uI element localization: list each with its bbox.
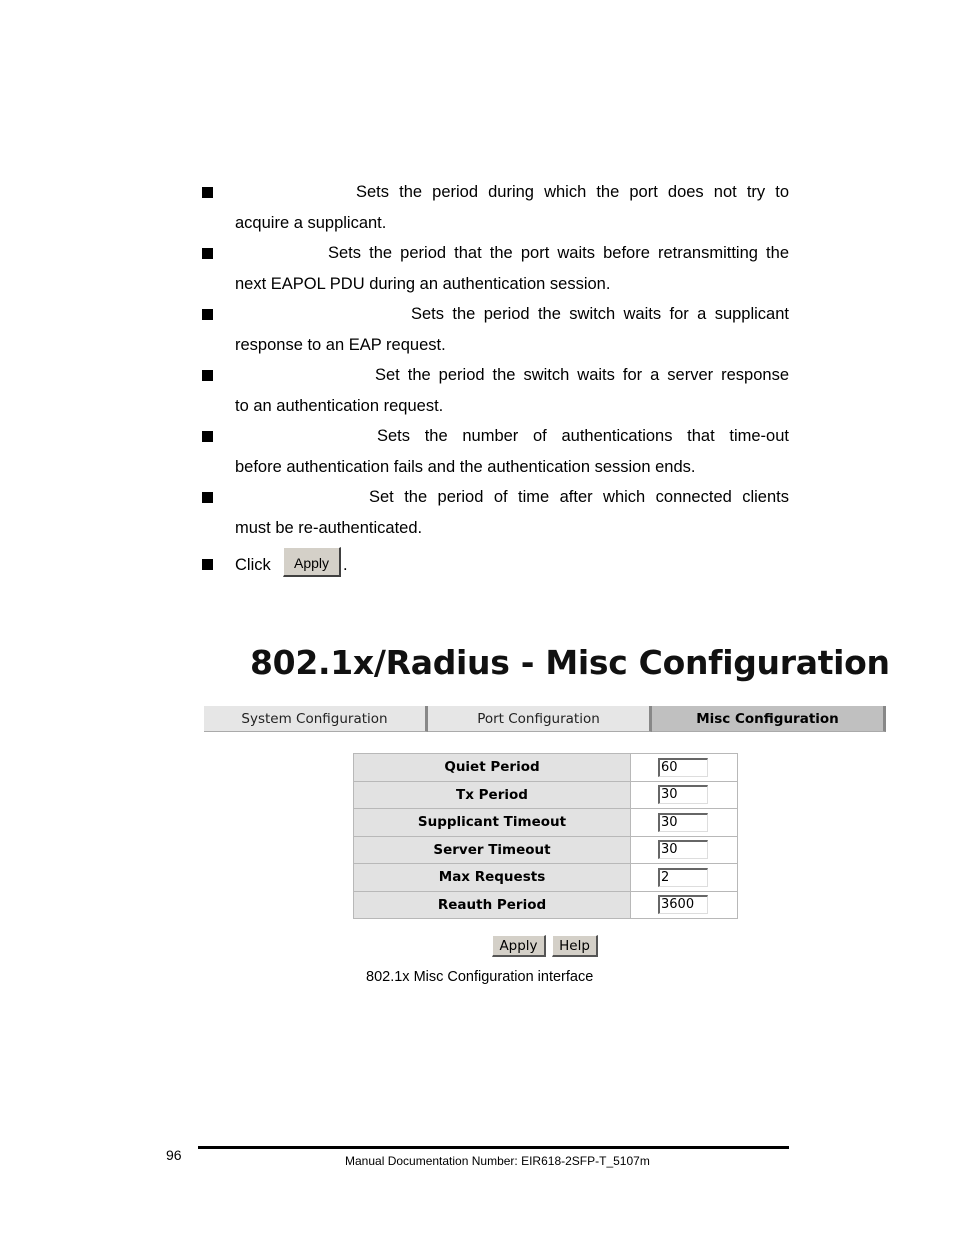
server-timeout-label: Server Timeout [354,836,631,864]
tab-misc-configuration[interactable]: Misc Configuration [652,706,886,732]
help-button[interactable]: Help [552,935,598,957]
bullet-quiet-period [200,177,789,238]
quiet-period-input[interactable]: 60 [658,758,708,777]
reauth-period-input[interactable]: 3600 [658,895,708,914]
table-row [354,754,738,782]
table-row [354,781,738,809]
figure-title: 802.1x/Radius - Misc Configuration [250,643,890,682]
bullet-continuation: to an authentication request. [235,396,444,415]
bullet-continuation: response to an EAP request. [235,335,446,354]
bullet-square-icon [202,431,213,442]
max-requests-input[interactable]: 2 [658,868,708,887]
figure-caption: 802.1x Misc Configuration interface [366,969,594,985]
bullet-continuation: must be re-authenticated. [235,518,423,537]
bullet-supplicant-timeout [200,299,789,360]
table-row [354,864,738,892]
page-number: 96 [166,1147,182,1163]
bullet-line: Sets the period that the port waits before retransmitting the [328,244,789,262]
bullet-line: Sets the number of authentications that time-out [377,427,789,445]
bullet-square-icon [202,309,213,320]
max-requests-label: Max Requests [354,864,631,892]
supplicant-timeout-label: Supplicant Timeout [354,809,631,837]
apply-button[interactable]: Apply [492,935,546,957]
bullet-line: Sets the period during which the port does not try to [356,183,789,201]
table-row [354,891,738,919]
doc-number: Manual Documentation Number: EIR618-2SFP-T_5107m [345,1154,650,1168]
supplicant-timeout-input[interactable]: 30 [658,813,708,832]
bullet-square-icon [202,370,213,381]
table-row [354,809,738,837]
bullet-server-timeout [200,360,789,421]
bullet-reauth-period [200,482,789,543]
bullet-square-icon [202,248,213,259]
bullet-continuation: next EAPOL PDU during an authentication session. [235,274,611,293]
table-row [354,836,738,864]
bullet-square-icon [202,559,213,570]
period-text: . [343,556,348,574]
bullet-max-requests [200,421,789,482]
tx-period-label: Tx Period [354,781,631,809]
bullet-tx-period [200,238,789,299]
tab-bar [204,706,886,732]
quiet-period-label: Quiet Period [354,754,631,782]
misc-config-table [353,753,738,919]
bullet-list [200,177,789,585]
tab-port-configuration[interactable]: Port Configuration [428,706,652,732]
bullet-square-icon [202,492,213,503]
tx-period-input[interactable]: 30 [658,785,708,804]
bullet-square-icon [202,187,213,198]
bullet-line: Set the period the switch waits for a server response [375,366,789,384]
apply-button-image: Apply [283,547,341,577]
footer-divider [198,1146,789,1149]
bullet-click-apply [200,547,789,585]
bullet-line: Sets the period the switch waits for a supplicant [411,305,789,323]
bullet-continuation: acquire a supplicant. [235,213,387,232]
bullet-line: Set the period of time after which connected clients [369,488,789,506]
bullet-continuation: before authentication fails and the authentication session ends. [235,457,696,476]
tab-system-configuration[interactable]: System Configuration [204,706,428,732]
click-text: Click [235,556,271,574]
reauth-period-label: Reauth Period [354,891,631,919]
server-timeout-input[interactable]: 30 [658,840,708,859]
